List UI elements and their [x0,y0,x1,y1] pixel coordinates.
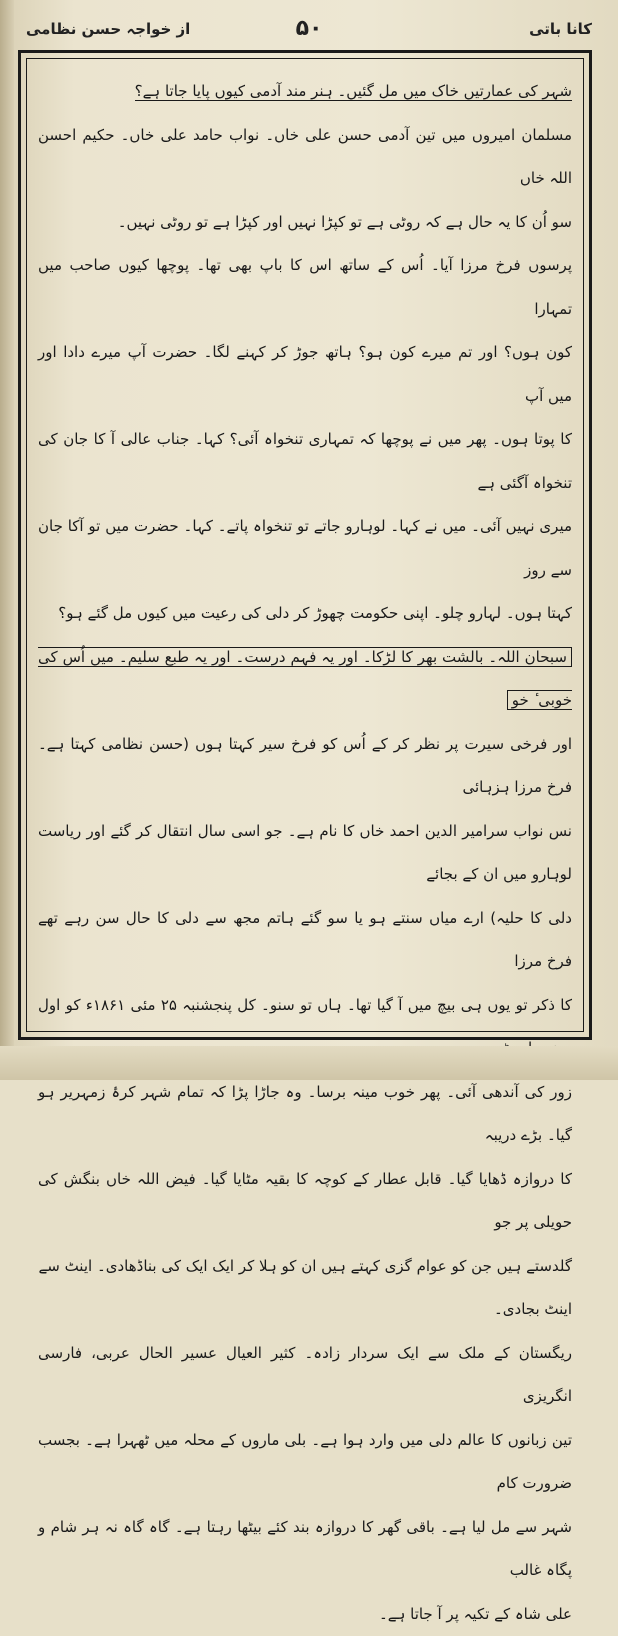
text-line-11: نس نواب سرامیر الدین احمد خاں کا نام ہے۔ جو اسی سال انتقال کر گئے اور ریاست لوہارو میں ان کے بجائے [38,810,572,897]
text-line-15: کا دروازہ ڈھایا گیا۔ قابل عطار کے کوچہ کا بقیہ مٹایا گیا۔ فیض اللہ خاں بنگش کی حویلی پر جو [38,1158,572,1245]
text-line-2: مسلمان امیروں میں تین آدمی حسن علی خاں۔ نواب حامد علی خاں۔ حکیم احسن اللہ خاں [38,114,572,201]
text-line-6: کا پوتا ہوں۔ پھر میں نے پوچھا کہ تمہاری تنخواہ آئی؟ کہا۔ جناب عالی آ کا جان کی تنخواہ آگئی ہے [38,418,572,505]
page-header [26,14,592,50]
text-line-3: سو اُن کا یہ حال ہے کہ روٹی ہے تو کپڑا نہیں اور کپڑا ہے تو روٹی نہیں۔ [38,201,572,245]
text-line-8: کہتا ہوں۔ لہارو چلو۔ اپنی حکومت چھوڑ کر دلی کی رعیت میں کیوں مل گئے ہو؟ [38,592,572,636]
text-line-20: شہر سے مل لیا ہے۔ باقی گھر کا دروازہ بند کئے بیٹھا رہتا ہے۔ گاہ گاہ نہ ہر شام و پگاہ غالب [38,1506,572,1593]
book-spine [0,0,14,1080]
text-line-4: پرسوں فرخ مرزا آیا۔ اُس کے ساتھ اس کا باپ بھی تھا۔ پوچھا کیوں صاحب میں تمہارا [38,244,572,331]
body-text [38,70,572,1020]
page-number: ۵۰ [26,16,592,41]
book-title: کانا باتی [529,20,592,38]
text-line-13: کا ذکر تو یوں ہی بیچ میں آ گیا تھا۔ ہاں تو سنو۔ کل پنجشنبہ ۲۵ مئی ۱۸۶۱ء کو اول [38,984,572,1071]
text-line-9 [38,636,572,723]
text-line-1-content: شہر کی عمارتیں خاک میں مل گئیں۔ ہنر مند آدمی کیوں پایا جاتا ہے؟ [135,82,572,101]
text-line-10: اور فرخی سیرت پر نظر کر کے اُس کو فرخ سیر کہتا ہوں (حسن نظامی کہتا ہے۔ فرخ مرزا ہزہائی [38,723,572,810]
text-line-7: میری نہیں آئی۔ میں نے کہا۔ لوہارو جاتے تو تنخواہ پاتے۔ کہا۔ حضرت میں تو آکا جان سے روز [38,505,572,592]
text-line-12: دلی کا حلیہ) ارے میاں سنتے ہو یا سو گئے ہاتم مجھ سے دلی کا حال سن رہے تھے فرخ مرزا [38,897,572,984]
text-line-17: اینٹ بجادی۔ [38,1288,572,1332]
text-line-14: زور کی آندھی آئی۔ پھر خوب مینہ برسا۔ وہ جاڑا پڑا کہ تمام شہر کرۂ زمہریر ہو گیا۔ بڑے دریبہ [38,1071,572,1158]
text-line-9-content: سبحان اللہ۔ بالشت بھر کا لڑکا۔ اور یہ فہم درست۔ اور یہ طبع سلیم۔ میں اُس کی خوبی ٔ خو [38,647,572,711]
text-line-5: کون ہوں؟ اور تم میرے کون ہو؟ ہاتھ جوڑ کر کہنے لگا۔ حضرت آپ میرے دادا اور میں آپ [38,331,572,418]
text-line-19: تین زبانوں کا عالم دلی میں وارد ہوا ہے۔ بلی ماروں کے محلہ میں ٹھہرا ہے۔ بجسب ضرورت کام [38,1419,572,1506]
book-author: از خواجہ حسن نظامی [26,20,190,38]
text-line-16: گلدستے ہیں جن کو عوام گزی کہتے ہیں ان کو ہلا کر ایک ایک کی بناڈھادی۔ اینٹ سے [38,1245,572,1289]
text-line-18: ریگستان کے ملک سے ایک سردار زادہ۔ کثیر العیال عسیر الحال عربی، فارسی انگریزی [38,1332,572,1419]
text-line-21: علی شاہ کے تکیہ پر آ جاتا ہے۔ [38,1593,572,1636]
page-bottom-edge [0,1046,618,1080]
text-line-1 [38,70,572,114]
